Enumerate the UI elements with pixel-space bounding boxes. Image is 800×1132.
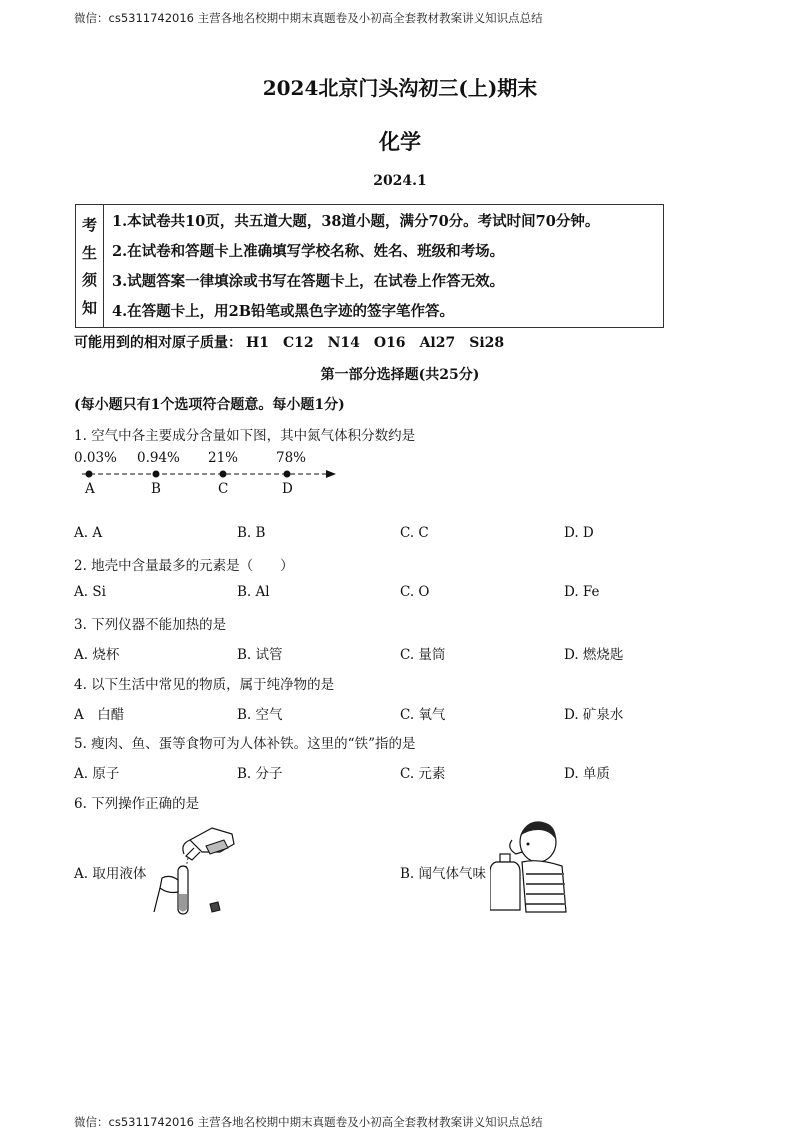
- page-header-note: 微信：cs5311742016 主营各地名校期中期末真题卷及小初高全套教材教案讲义知识点总结: [74, 11, 543, 25]
- option-d: D. Fe: [564, 584, 600, 600]
- exam-subject: 化学: [379, 129, 421, 154]
- atomic-mass-item: H1: [246, 335, 269, 351]
- question-5-options: [74, 762, 734, 780]
- page-footer-note: 微信：cs5311742016 主营各地名校期中期末真题卷及小初高全套教材教案讲义知识点总结: [74, 1115, 543, 1129]
- exam-title: 2024北京门头沟初三(上)期末: [262, 76, 538, 100]
- pouring-liquid-illustration: [150, 822, 240, 922]
- exam-date: 2024.1: [373, 173, 427, 189]
- axis-point-label: B: [151, 481, 161, 497]
- axis-point-label: A: [85, 481, 95, 497]
- notice-item: 3.试题答案一律填涂或书写在答题卡上，在试卷上作答无效。: [112, 273, 505, 290]
- option-a: A. 原子: [74, 766, 120, 782]
- option-c: C. 氧气: [400, 707, 446, 723]
- exam-notice-box: [75, 204, 664, 328]
- question-1-stem: 1. 空气中各主要成分含量如下图，其中氮气体积分数约是: [74, 428, 416, 444]
- option-c: C. O: [400, 584, 430, 600]
- atomic-masses-label: 可能用到的相对原子质量：: [74, 335, 242, 351]
- question-6-stem: 6. 下列操作正确的是: [74, 796, 200, 812]
- axis-percent: 21%: [208, 450, 239, 466]
- option-a: A. 烧杯: [74, 647, 120, 663]
- question-4-stem: 4. 以下生活中常见的物质，属于纯净物的是: [74, 677, 335, 693]
- smelling-gas-illustration: [490, 818, 570, 914]
- option-a: A. Si: [74, 584, 106, 600]
- question-2-stem: 2. 地壳中含量最多的元素是（ ）: [74, 558, 294, 574]
- axis-percent: 0.94%: [137, 450, 180, 466]
- axis-percent: 78%: [276, 450, 307, 466]
- question-5-stem: 5. 瘦肉、鱼、蛋等食物可为人体补铁。这里的“铁”指的是: [74, 736, 416, 752]
- option-c: C. 量筒: [400, 647, 446, 663]
- notice-item: 4.在答题卡上，用2B铅笔或黑色字迹的签字笔作答。: [112, 303, 454, 320]
- notice-label-char: 生: [81, 243, 97, 262]
- part1-title: 第一部分选择题(共25分): [320, 367, 480, 383]
- option-b: B. B: [237, 525, 266, 541]
- notice-items: [104, 205, 663, 327]
- atomic-mass-item: C12: [282, 335, 314, 351]
- option-c: C. C: [400, 525, 429, 541]
- axis-percent: 0.03%: [74, 450, 117, 466]
- atomic-mass-item: O16: [373, 335, 406, 351]
- notice-item: 2.在试卷和答题卡上准确填写学校名称、姓名、班级和考场。: [112, 243, 505, 260]
- option-d: D. 单质: [564, 766, 610, 782]
- atomic-mass-item: Al27: [419, 335, 456, 351]
- option-b: B. Al: [237, 584, 270, 600]
- notice-label-char: 知: [81, 298, 97, 317]
- option-a: A. 取用液体: [74, 866, 147, 882]
- question-1-options: [74, 525, 734, 543]
- atomic-mass-item: N14: [327, 335, 360, 351]
- axis-point-label: D: [282, 481, 293, 497]
- option-d: D. 燃烧匙: [564, 647, 624, 663]
- option-b: B. 闻气体气味: [400, 866, 487, 882]
- notice-item: 1.本试卷共10页，共五道大题，38道小题，满分70分。考试时间70分钟。: [112, 213, 600, 230]
- question-3-options: [74, 643, 734, 661]
- option-b: B. 分子: [237, 766, 283, 782]
- option-c: C. 元素: [400, 766, 446, 782]
- atomic-mass-item: Si28: [469, 335, 505, 351]
- question-2-options: [74, 584, 734, 602]
- notice-label: [76, 205, 104, 327]
- option-b: B. 空气: [237, 707, 283, 723]
- option-a: A. A: [74, 525, 103, 541]
- question-4-options: [74, 703, 734, 721]
- notice-label-char: 须: [81, 271, 97, 290]
- part1-instruction: (每小题只有1个选项符合题意。每小题1分): [74, 397, 345, 413]
- option-d: D. D: [564, 525, 594, 541]
- axis-point-label: C: [218, 481, 229, 497]
- composition-axis-line: [74, 466, 344, 482]
- notice-label-char: 考: [81, 216, 97, 235]
- option-b: B. 试管: [237, 647, 283, 663]
- atomic-masses: [74, 332, 518, 352]
- option-d: D. 矿泉水: [564, 707, 624, 723]
- option-a: A 白醋: [74, 707, 125, 723]
- question-3-stem: 3. 下列仪器不能加热的是: [74, 617, 227, 633]
